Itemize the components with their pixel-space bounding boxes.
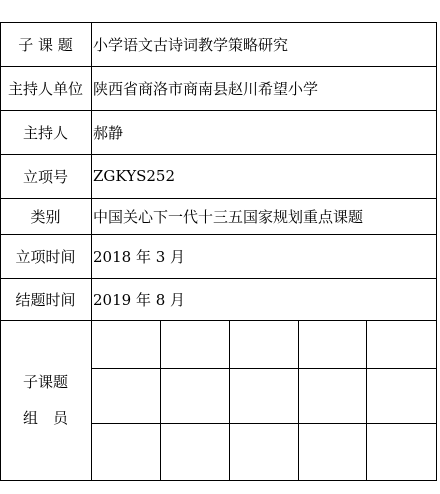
rule: [0, 22, 1, 481]
member-cell: [366, 368, 436, 423]
rule: [91, 423, 437, 424]
member-cell: [366, 423, 436, 480]
rule: [0, 480, 437, 481]
member-cell: [229, 368, 298, 423]
rule: [91, 368, 437, 369]
rule: [229, 320, 230, 481]
rule: [160, 320, 161, 481]
rule: [0, 320, 437, 321]
rule: [0, 154, 437, 155]
rule: [0, 22, 437, 23]
member-cell: [91, 320, 160, 368]
label-members-line1: 子课题: [22, 373, 68, 391]
rule: [298, 320, 299, 481]
rule: [0, 110, 437, 111]
member-cell: [298, 320, 366, 368]
member-cell: [160, 368, 229, 423]
member-cell: [160, 320, 229, 368]
label-host-unit: 主持人单位: [7, 79, 83, 98]
member-cell: [91, 423, 160, 480]
value-approval-date: 2018 年 3 月: [93, 247, 186, 266]
member-cell: [160, 423, 229, 480]
rule: [91, 22, 92, 481]
rule: [366, 320, 367, 481]
rule: [436, 22, 437, 481]
member-cell: [298, 423, 366, 480]
rule: [0, 66, 437, 67]
rule: [0, 198, 437, 199]
value-project-number: ZGKYS252: [93, 167, 176, 185]
label-category: 类别: [30, 207, 61, 226]
label-host: 主持人: [22, 123, 68, 142]
label-members: [0, 320, 91, 480]
value-host: 郝静: [93, 123, 124, 142]
rule: [0, 278, 437, 279]
label-completion-date: 结题时间: [15, 290, 76, 309]
label-members-line2: 组 员: [22, 409, 68, 427]
member-cell: [91, 368, 160, 423]
member-cell: [229, 423, 298, 480]
value-host-unit: 陕西省商洛市商南县赵川希望小学: [93, 79, 319, 98]
value-completion-date: 2019 年 8 月: [93, 290, 186, 309]
label-subtopic: 子 课 题: [18, 35, 73, 54]
label-approval-date: 立项时间: [15, 247, 76, 266]
member-cell: [298, 368, 366, 423]
rule: [0, 234, 437, 235]
value-subtopic: 小学语文古诗词教学策略研究: [93, 35, 289, 54]
label-project-number: 立项号: [22, 167, 68, 186]
value-category: 中国关心下一代十三五国家规划重点课题: [93, 207, 364, 226]
member-cell: [229, 320, 298, 368]
member-cell: [366, 320, 436, 368]
